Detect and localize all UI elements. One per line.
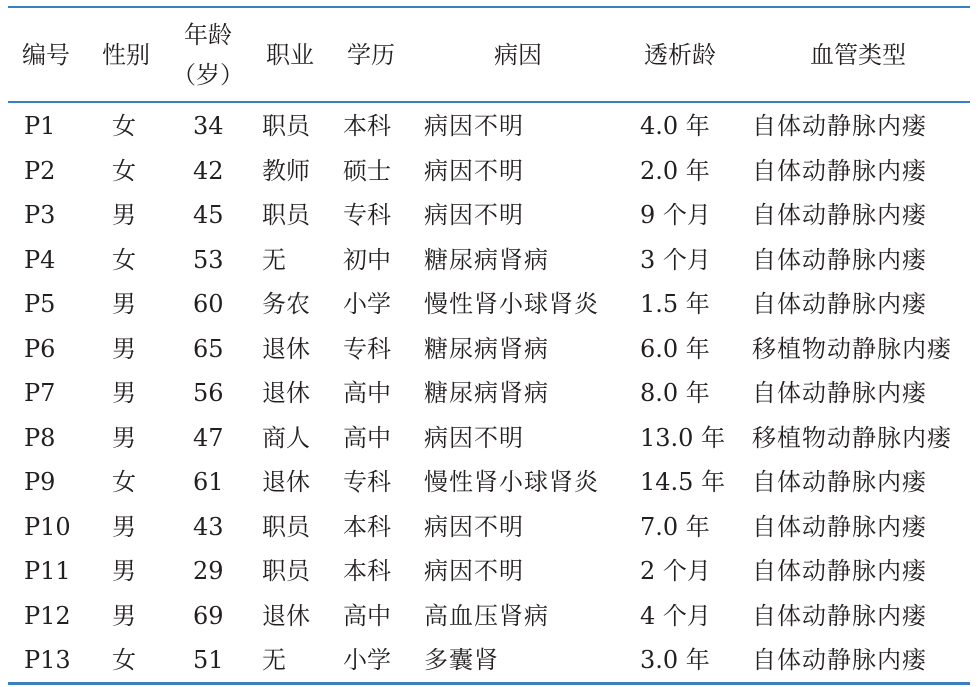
cell-sex: 男 [112,557,136,585]
cell-dialysis-age: 1.5 年 [640,290,710,318]
cell-cause: 病因不明 [424,512,524,541]
cell-vascular-access: 自体动静脉内瘘 [752,646,927,674]
cell-dialysis-age: 9 个月 [640,201,711,229]
cell-vascular-access: 移植物动静脉内瘘 [752,334,952,363]
cell-id: P7 [24,379,56,407]
cell-sex: 女 [112,468,136,496]
table-row [0,149,978,194]
cell-sex: 女 [112,156,136,185]
cell-id: P11 [24,557,71,585]
cell-id: P4 [24,245,56,274]
cell-age: 43 [193,512,224,541]
table-row [0,505,978,550]
cell-age: 56 [193,379,224,407]
cell-age: 61 [193,468,224,496]
cell-age: 34 [193,112,224,140]
cell-vascular-access: 移植物动静脉内瘘 [752,423,952,452]
cell-sex: 男 [112,512,136,541]
cell-sex: 男 [112,601,136,630]
cell-job: 退休 [262,334,310,363]
cell-age: 47 [193,423,224,452]
cell-dialysis-age: 14.5 年 [640,468,726,496]
cell-sex: 女 [112,646,136,674]
cell-dialysis-age: 13.0 年 [640,423,726,452]
cell-edu: 专科 [343,468,391,496]
cell-dialysis-age: 4 个月 [640,601,711,630]
table-row [0,549,978,594]
cell-dialysis-age: 7.0 年 [640,512,710,541]
cell-job: 退休 [262,601,310,630]
cell-sex: 男 [112,334,136,363]
header-vascular-access: 血管类型 [810,41,906,69]
cell-job: 教师 [262,156,310,185]
table-header-rule [8,101,970,103]
cell-id: P9 [24,468,56,496]
cell-id: P8 [24,423,56,452]
header-age-unit: （岁） [172,61,244,89]
cell-sex: 女 [112,112,136,140]
cell-dialysis-age: 2 个月 [640,557,711,585]
cell-dialysis-age: 4.0 年 [640,112,710,140]
table-row [0,104,978,149]
cell-vascular-access: 自体动静脉内瘘 [752,201,927,229]
table-row [0,327,978,372]
cell-sex: 男 [112,423,136,452]
cell-cause: 高血压肾病 [424,601,549,630]
cell-edu: 初中 [343,245,391,274]
cell-job: 务农 [262,290,310,318]
cell-edu: 硕士 [343,156,391,185]
cell-edu: 本科 [343,112,391,140]
cell-vascular-access: 自体动静脉内瘘 [752,379,927,407]
cell-job: 职员 [262,557,310,585]
table-row [0,638,978,683]
cell-job: 无 [262,245,286,274]
header-edu: 学历 [347,41,395,69]
header-job: 职业 [266,41,314,69]
cell-vascular-access: 自体动静脉内瘘 [752,112,927,140]
cell-id: P5 [24,290,56,318]
cell-age: 60 [193,290,224,318]
table-row [0,594,978,639]
cell-vascular-access: 自体动静脉内瘘 [752,557,927,585]
cell-id: P1 [24,112,56,140]
cell-vascular-access: 自体动静脉内瘘 [752,512,927,541]
cell-job: 商人 [262,423,310,452]
cell-age: 51 [193,646,224,674]
cell-sex: 男 [112,290,136,318]
cell-cause: 病因不明 [424,201,524,229]
cell-vascular-access: 自体动静脉内瘘 [752,601,927,630]
cell-edu: 小学 [343,290,391,318]
cell-age: 45 [193,201,224,229]
cell-job: 退休 [262,379,310,407]
cell-job: 职员 [262,512,310,541]
cell-cause: 慢性肾小球肾炎 [424,290,599,318]
cell-edu: 高中 [343,601,391,630]
cell-dialysis-age: 6.0 年 [640,334,710,363]
header-cause: 病因 [494,41,542,69]
table-body [0,104,978,683]
cell-job: 职员 [262,112,310,140]
cell-cause: 病因不明 [424,423,524,452]
table-row [0,371,978,416]
header-dialysis-age: 透析龄 [644,41,716,69]
cell-age: 53 [193,245,224,274]
table-bottom-rule [8,682,970,685]
header-id: 编号 [22,41,70,69]
cell-edu: 专科 [343,201,391,229]
cell-cause: 病因不明 [424,557,524,585]
cell-edu: 本科 [343,557,391,585]
cell-cause: 慢性肾小球肾炎 [424,468,599,496]
cell-age: 29 [193,557,224,585]
table-row [0,282,978,327]
cell-cause: 糖尿病肾病 [424,245,549,274]
cell-edu: 高中 [343,379,391,407]
table-row [0,193,978,238]
header-sex: 性别 [102,41,150,69]
cell-id: P13 [24,646,71,674]
cell-vascular-access: 自体动静脉内瘘 [752,468,927,496]
cell-job: 无 [262,646,286,674]
cell-edu: 高中 [343,423,391,452]
cell-cause: 病因不明 [424,156,524,185]
cell-vascular-access: 自体动静脉内瘘 [752,290,927,318]
cell-id: P2 [24,156,56,185]
cell-job: 职员 [262,201,310,229]
cell-sex: 女 [112,245,136,274]
cell-cause: 糖尿病肾病 [424,379,549,407]
cell-cause: 多囊肾 [424,646,499,674]
cell-age: 69 [193,601,224,630]
cell-sex: 男 [112,201,136,229]
cell-cause: 病因不明 [424,112,524,140]
cell-edu: 小学 [343,646,391,674]
table-row [0,460,978,505]
cell-dialysis-age: 3 个月 [640,245,711,274]
cell-age: 42 [193,156,224,185]
cell-cause: 糖尿病肾病 [424,334,549,363]
cell-vascular-access: 自体动静脉内瘘 [752,156,927,185]
cell-id: P10 [24,512,71,541]
cell-id: P6 [24,334,56,363]
table-row [0,416,978,461]
cell-edu: 专科 [343,334,391,363]
cell-job: 退休 [262,468,310,496]
cell-edu: 本科 [343,512,391,541]
table-row [0,238,978,283]
header-age: 年龄 [184,21,232,49]
cell-dialysis-age: 8.0 年 [640,379,710,407]
table-top-rule [8,6,970,8]
cell-id: P12 [24,601,71,630]
cell-id: P3 [24,201,56,229]
cell-sex: 男 [112,379,136,407]
cell-vascular-access: 自体动静脉内瘘 [752,245,927,274]
cell-dialysis-age: 2.0 年 [640,156,710,185]
cell-dialysis-age: 3.0 年 [640,646,710,674]
cell-age: 65 [193,334,224,363]
